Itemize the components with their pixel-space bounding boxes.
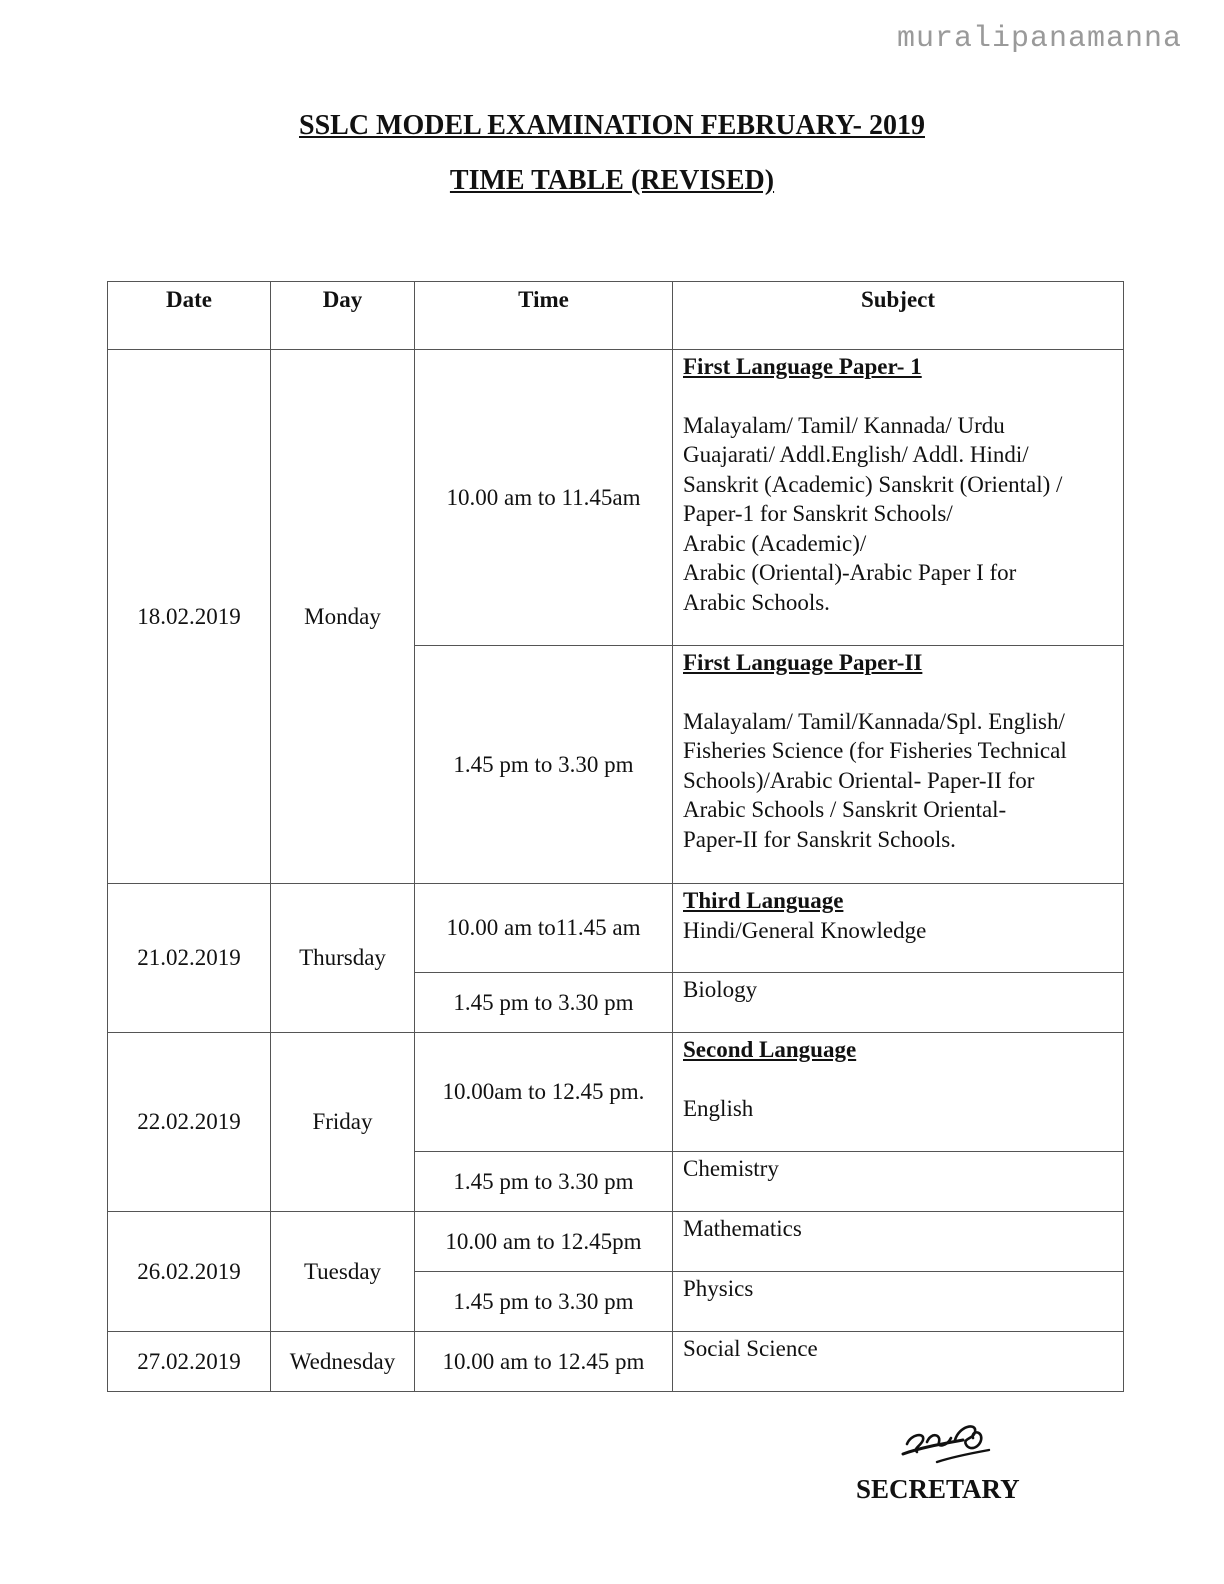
- subject-line: Arabic (Academic)/: [683, 530, 867, 556]
- subject-cell: [673, 884, 1124, 973]
- subject-cell: Chemistry: [673, 1152, 1124, 1212]
- time-cell: 1.45 pm to 3.30 pm: [415, 646, 673, 884]
- subject-line: Arabic Schools.: [683, 589, 830, 615]
- time-cell: 10.00 am to 12.45 pm: [415, 1332, 673, 1392]
- subject-cell: Physics: [673, 1272, 1124, 1332]
- subject-line: Hindi/General Knowledge: [683, 917, 927, 943]
- date-cell: 21.02.2019: [108, 884, 271, 1033]
- watermark: muralipanamanna: [896, 22, 1182, 56]
- subject-heading: Second Language: [683, 1037, 857, 1062]
- date-cell: 27.02.2019: [108, 1332, 271, 1392]
- subject-line: Malayalam/ Tamil/ Kannada/ Urdu: [683, 412, 1005, 438]
- subject-heading: Third Language: [683, 888, 844, 913]
- column-header-day: Day: [271, 282, 415, 350]
- day-cell: Friday: [271, 1033, 415, 1212]
- day-cell: Monday: [271, 350, 415, 884]
- signatory-designation: SECRETARY: [856, 1474, 1020, 1504]
- subject-cell: [673, 1033, 1124, 1152]
- subject-line: Sanskrit (Academic) Sanskrit (Oriental) /: [683, 471, 1063, 497]
- subject-cell: Biology: [673, 973, 1124, 1033]
- subject-line: Malayalam/ Tamil/Kannada/Spl. English/: [683, 708, 1065, 734]
- day-cell: Wednesday: [271, 1332, 415, 1392]
- day-cell: Tuesday: [271, 1212, 415, 1332]
- column-header-time: Time: [415, 282, 673, 350]
- table-row: [108, 1332, 1124, 1392]
- page-subtitle: TIME TABLE (REVISED): [449, 165, 775, 196]
- date-cell: 22.02.2019: [108, 1033, 271, 1212]
- subject-cell: [673, 646, 1124, 884]
- subject-line: English: [683, 1095, 754, 1121]
- subject-cell: Mathematics: [673, 1212, 1124, 1272]
- subject-line: Arabic Schools / Sanskrit Oriental-: [683, 797, 1007, 822]
- time-cell: 1.45 pm to 3.30 pm: [415, 1272, 673, 1332]
- table-row: [108, 1212, 1124, 1272]
- subject-line: Fisheries Science (for Fisheries Technical: [683, 738, 1067, 763]
- date-cell: 26.02.2019: [108, 1212, 271, 1332]
- table-row: [108, 884, 1124, 973]
- date-cell: 18.02.2019: [108, 350, 271, 884]
- column-header-subject: Subject: [673, 282, 1124, 350]
- time-cell: 10.00 am to 12.45pm: [415, 1212, 673, 1272]
- day-cell: Thursday: [271, 884, 415, 1033]
- subject-heading: First Language Paper- 1: [683, 354, 922, 379]
- header-row: [108, 282, 1124, 350]
- page-title: SSLC MODEL EXAMINATION FEBRUARY- 2019: [299, 110, 925, 141]
- subject-cell: Social Science: [673, 1332, 1124, 1392]
- subject-heading: First Language Paper-II: [683, 650, 923, 675]
- subject-cell: [673, 350, 1124, 646]
- subject-line: Arabic (Oriental)-Arabic Paper I for: [683, 560, 1017, 585]
- time-cell: 1.45 pm to 3.30 pm: [415, 973, 673, 1033]
- column-header-date: Date: [108, 282, 271, 350]
- table-row: [108, 1033, 1124, 1152]
- subject-line: Paper-II for Sanskrit Schools.: [683, 826, 956, 852]
- time-cell: 1.45 pm to 3.30 pm: [415, 1152, 673, 1212]
- subject-line: Schools)/Arabic Oriental- Paper-II for: [683, 767, 1035, 793]
- time-cell: 10.00am to 12.45 pm.: [415, 1033, 673, 1152]
- handwritten-signature-icon: [897, 1418, 997, 1468]
- time-cell: 10.00 am to 11.45am: [415, 350, 673, 646]
- subject-line: Guajarati/ Addl.English/ Addl. Hindi/: [683, 442, 1029, 467]
- table-row: [108, 350, 1124, 646]
- time-cell: 10.00 am to11.45 am: [415, 884, 673, 973]
- subject-line: Paper-1 for Sanskrit Schools/: [683, 501, 953, 526]
- timetable: [107, 281, 1124, 1392]
